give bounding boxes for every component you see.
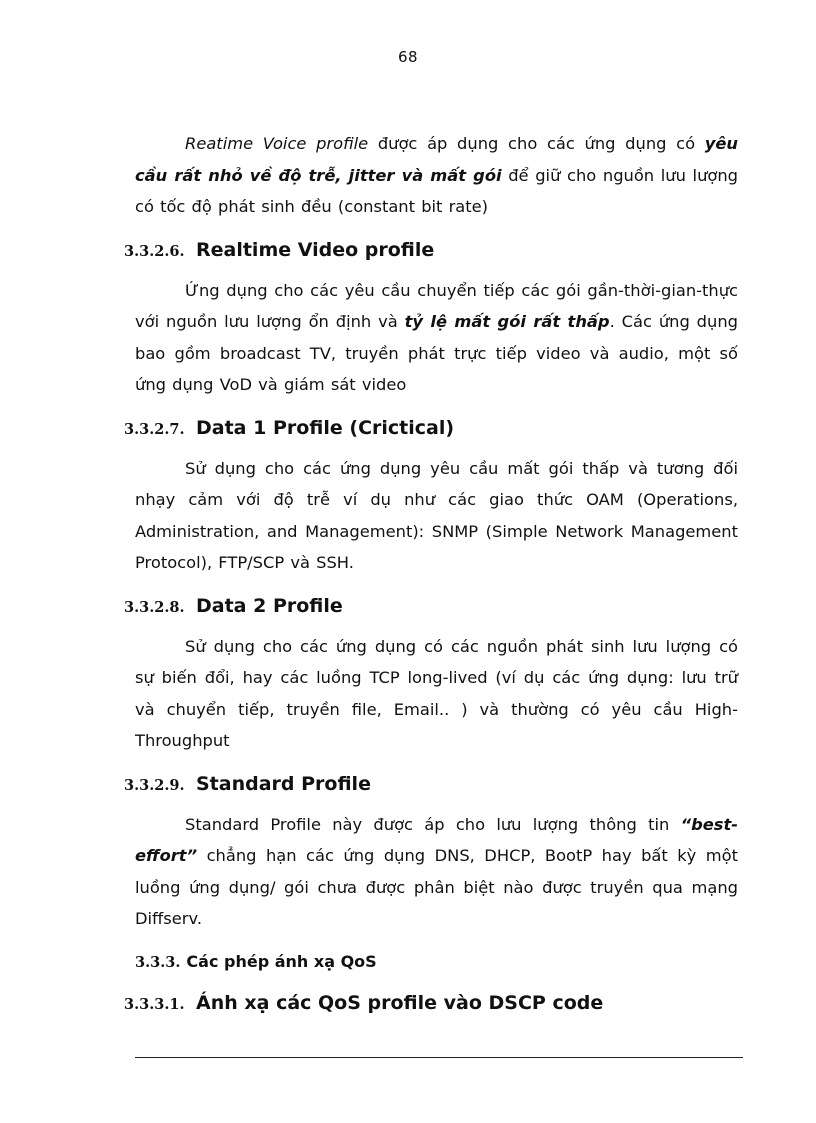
heading-3-3-3 bbox=[135, 947, 738, 978]
intro-paragraph bbox=[135, 128, 738, 223]
section-number: 3.3.2.9. bbox=[124, 776, 185, 794]
paragraph-emphasis: tỷ lệ mất gói rất thấp bbox=[404, 312, 610, 331]
heading-3-3-3-1 bbox=[124, 988, 738, 1020]
section-3-3-2-9 bbox=[124, 769, 738, 935]
section-title: Data 1 Profile (Crictical) bbox=[196, 416, 455, 439]
section-paragraph: Sử dụng cho các ứng dụng có các nguồn phát sinh lưu lượng có sự biến đổi, hay các luồng TCP long-lived (ví dụ các ứng dụng: lưu trữ và chuyển tiếp, truyền file, Email.. ) và thường có yêu cầu High-Throughput bbox=[135, 636, 738, 750]
paragraph-text-2: . Các ứng dụng bao gồm broadcast TV, truyền phát trực tiếp video và audio, một số ứng dụng VoD và giám sát video bbox=[135, 312, 738, 394]
section-3-3-2-8 bbox=[124, 591, 738, 757]
section-title: Standard Profile bbox=[196, 772, 371, 795]
intro-emphasis: yêu cầu rất nhỏ về độ trễ, jitter và mất gói bbox=[135, 134, 738, 185]
document-body bbox=[124, 128, 739, 1028]
section-heading bbox=[124, 235, 738, 267]
page-number: 68 bbox=[397, 48, 419, 66]
section-title: Ánh xạ các QoS profile vào DSCP code bbox=[196, 991, 604, 1014]
paragraph-emphasis: “best-effort” bbox=[135, 814, 738, 865]
section-title: Data 2 Profile bbox=[196, 594, 343, 617]
intro-text-1: được áp dụng cho các ứng dụng có bbox=[368, 134, 705, 153]
footer-rule bbox=[135, 1057, 743, 1058]
section-paragraph bbox=[135, 809, 738, 935]
section-number: 3.3.3.1. bbox=[124, 995, 185, 1013]
paragraph-text-1: Ứng dụng cho các yêu cầu chuyển tiếp các gói gần-thời-gian-thực với nguồn lưu lượng ổn định và bbox=[135, 280, 738, 331]
section-heading bbox=[124, 769, 738, 801]
section-3-3-2-6 bbox=[124, 235, 738, 401]
section-title: Các phép ánh xạ QoS bbox=[186, 951, 377, 971]
section-number: 3.3.2.8. bbox=[124, 598, 185, 616]
intro-text-2: để giữ cho nguồn lưu lượng có tốc độ phát sinh đều (constant bit rate) bbox=[135, 165, 739, 216]
paragraph-text-2: chẳng hạn các ứng dụng DNS, DHCP, BootP hay bất kỳ một luồng ứng dụng/ gói chưa được phân biệt nào được truyền qua mạng Diffserv. bbox=[135, 846, 738, 928]
paragraph-text-1: Standard Profile này được áp cho lưu lượng thông tin bbox=[185, 814, 681, 834]
section-number: 3.3.2.7. bbox=[124, 420, 185, 438]
italic-lead: Reatime Voice profile bbox=[185, 134, 369, 153]
section-number: 3.3.3. bbox=[135, 953, 181, 971]
section-heading bbox=[124, 591, 738, 623]
section-title: Realtime Video profile bbox=[196, 238, 435, 261]
section-paragraph: Sử dụng cho các ứng dụng yêu cầu mất gói thấp và tương đối nhạy cảm với độ trễ ví dụ như các giao thức OAM (Operations, Administration, and Management): SNMP (Simple Network Management Protocol), FTP/SCP và SSH. bbox=[135, 458, 738, 572]
section-paragraph bbox=[135, 275, 738, 401]
section-3-3-2-7 bbox=[124, 413, 738, 579]
section-number: 3.3.2.6. bbox=[124, 242, 185, 260]
section-heading bbox=[124, 413, 738, 445]
